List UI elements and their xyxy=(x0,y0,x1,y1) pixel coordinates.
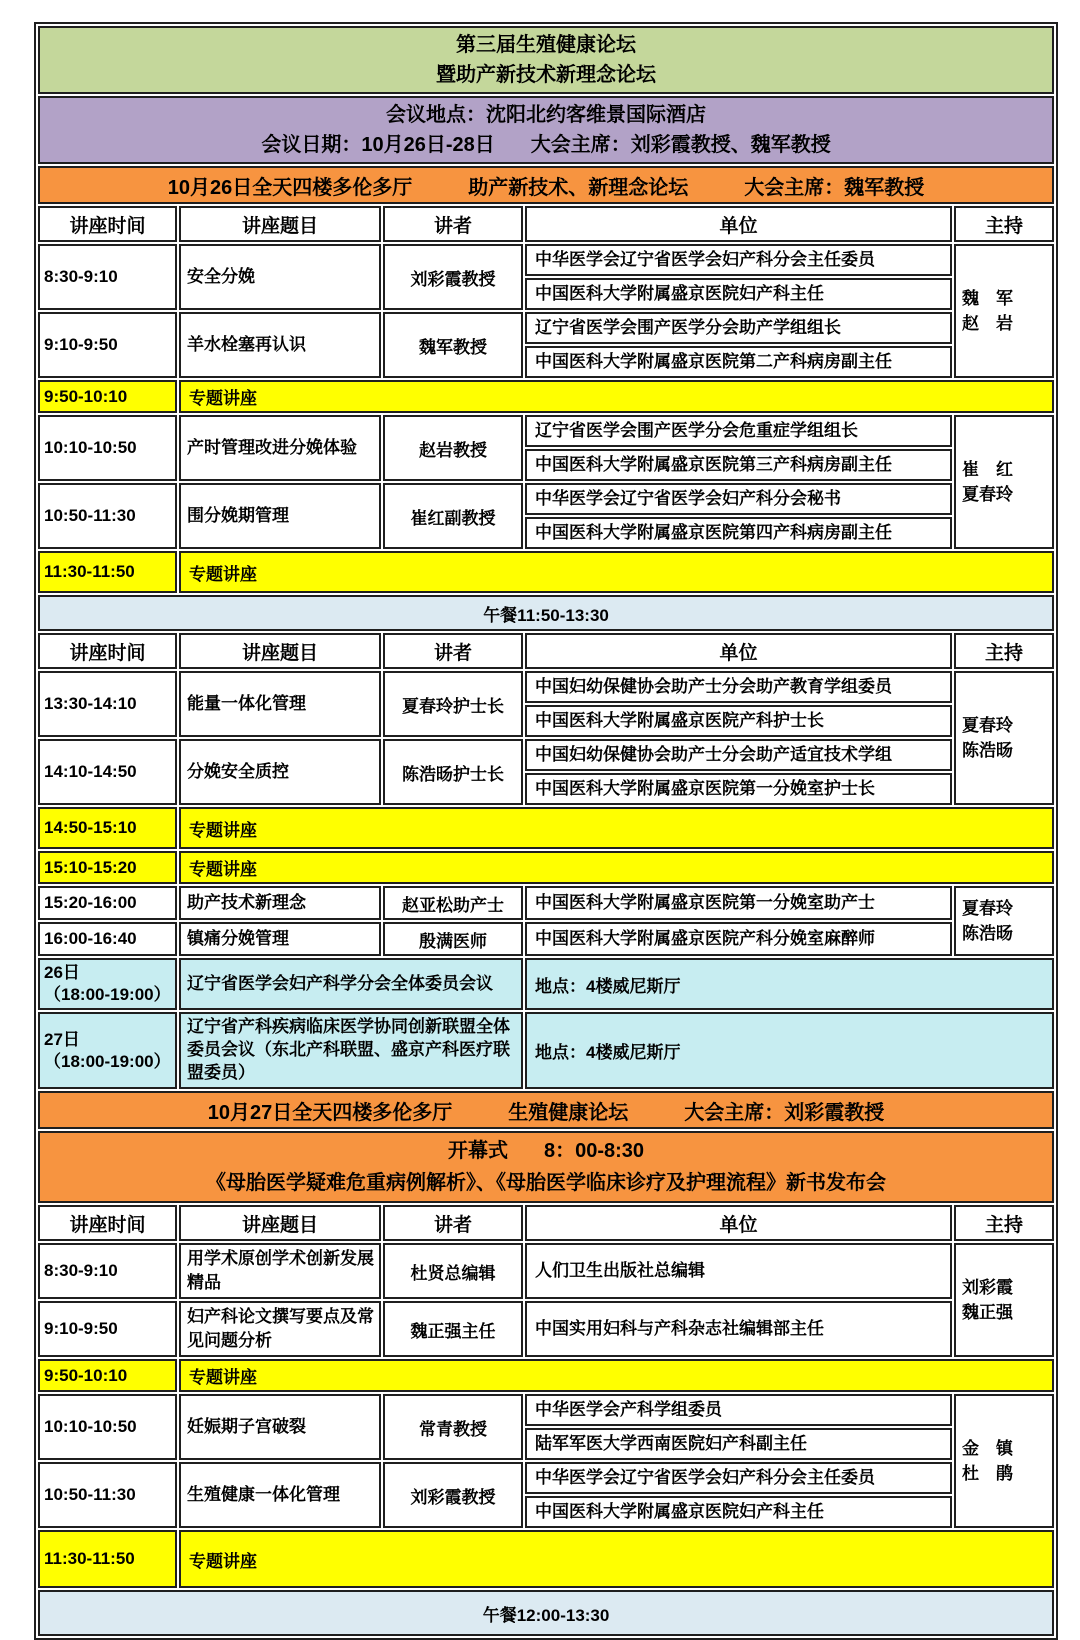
org-cell: 中国医科大学附属盛京医院第三产科病房副主任 xyxy=(525,449,952,481)
org-cell: 中国医科大学附属盛京医院第四产科病房副主任 xyxy=(525,517,952,549)
host-cell xyxy=(954,671,1054,805)
speaker-cell: 魏正强主任 xyxy=(383,1301,523,1357)
topic-cell: 镇痛分娩管理 xyxy=(179,922,381,956)
col-header-org: 单位 xyxy=(525,206,952,242)
session-row xyxy=(38,922,1054,956)
speaker-cell: 杜贤总编辑 xyxy=(383,1243,523,1299)
session-row xyxy=(38,886,1054,920)
meeting-location-cell: 地点：4楼威尼斯厅 xyxy=(525,1012,1054,1089)
org-cell: 中国医科大学附属盛京医院妇产科主任 xyxy=(525,1496,952,1528)
host-name: 夏春玲 xyxy=(962,715,1013,735)
day2-banner-location: 10月27日全天四楼多伦多厅 xyxy=(207,1101,453,1124)
special-row xyxy=(38,551,1054,593)
host-name: 崔 红 xyxy=(962,459,1013,479)
host-cell xyxy=(954,1243,1054,1357)
col-header-speaker: 讲者 xyxy=(383,1205,523,1241)
session-row xyxy=(38,483,1054,515)
schedule-page xyxy=(34,0,1046,1640)
topic-cell: 产时管理改进分娩体验 xyxy=(179,415,381,481)
time-cell: 8:30-9:10 xyxy=(38,244,177,310)
col-header-topic: 讲座题目 xyxy=(179,206,381,242)
special-label-cell: 专题讲座 xyxy=(179,1530,1054,1588)
org-cell: 中国医科大学附属盛京医院第一分娩室护士长 xyxy=(525,773,952,805)
speaker-cell: 刘彩霞教授 xyxy=(383,244,523,310)
time-cell: 13:30-14:10 xyxy=(38,671,177,737)
topic-cell: 羊水栓塞再认识 xyxy=(179,312,381,378)
host-cell xyxy=(954,886,1054,956)
col-header-org: 单位 xyxy=(525,633,952,669)
org-cell: 陆军军医大学西南医院妇产科副主任 xyxy=(525,1428,952,1460)
org-cell: 人们卫生出版社总编辑 xyxy=(525,1243,952,1299)
day2-banner-forum: 生殖健康论坛 xyxy=(508,1101,629,1124)
time-cell: 10:50-11:30 xyxy=(38,1462,177,1528)
host-name: 陈浩旸 xyxy=(962,741,1013,760)
meeting-title-cell: 辽宁省医学会妇产科学分会全体委员会议 xyxy=(179,958,523,1010)
lunch-cell: 午餐12:00-13:30 xyxy=(38,1590,1054,1636)
speaker-cell: 陈浩旸护士长 xyxy=(383,739,523,805)
col-header-topic: 讲座题目 xyxy=(179,633,381,669)
conference-title xyxy=(38,26,1054,94)
time-cell: 14:10-14:50 xyxy=(38,739,177,805)
conference-venue: 会议地点：沈阳北约客维景国际酒店 xyxy=(386,104,707,126)
org-cell: 辽宁省医学会围产医学分会危重症学组组长 xyxy=(525,415,952,447)
time-cell: 10:10-10:50 xyxy=(38,1394,177,1460)
time-cell: 10:10-10:50 xyxy=(38,415,177,481)
org-cell: 中国医科大学附属盛京医院妇产科主任 xyxy=(525,278,952,310)
meeting-time-cell xyxy=(38,1012,177,1089)
session-row xyxy=(38,1301,1054,1357)
special-label-cell: 专题讲座 xyxy=(179,380,1054,413)
lunch-cell: 午餐11:50-13:30 xyxy=(38,595,1054,631)
day1-banner-location: 10月26日全天四楼多伦多厅 xyxy=(167,176,413,199)
host-cell xyxy=(954,244,1054,378)
speaker-cell: 殷满医师 xyxy=(383,922,523,956)
org-cell: 中国医科大学附属盛京医院第一分娩室助产士 xyxy=(525,886,952,920)
org-cell: 中国医科大学附属盛京医院第二产科病房副主任 xyxy=(525,346,952,378)
meeting-hours: （18:00-19:00） xyxy=(44,985,171,1005)
time-cell: 10:50-11:30 xyxy=(38,483,177,549)
topic-cell: 能量一体化管理 xyxy=(179,671,381,737)
special-time-cell: 11:30-11:50 xyxy=(38,551,177,593)
opening-ceremony xyxy=(38,1131,1054,1203)
conference-title-line1: 第三届生殖健康论坛 xyxy=(456,34,637,56)
special-time-cell: 11:30-11:50 xyxy=(38,1530,177,1588)
host-cell xyxy=(954,1394,1054,1528)
org-cell: 中国医科大学附属盛京医院产科分娩室麻醉师 xyxy=(525,922,952,956)
meeting-title-cell: 辽宁省产科疾病临床医学协同创新联盟全体委员会议（东北产科联盟、盛京产科医疗联盟委员） xyxy=(179,1012,523,1089)
host-name: 魏 军 xyxy=(962,288,1013,308)
host-name: 刘彩霞 xyxy=(962,1277,1013,1297)
opening-time: 8：00-8:30 xyxy=(544,1140,645,1162)
meeting-location-cell: 地点：4楼威尼斯厅 xyxy=(525,958,1054,1010)
time-cell: 9:10-9:50 xyxy=(38,1301,177,1357)
speaker-cell: 常青教授 xyxy=(383,1394,523,1460)
col-header-topic: 讲座题目 xyxy=(179,1205,381,1241)
time-cell: 15:20-16:00 xyxy=(38,886,177,920)
session-row xyxy=(38,1243,1054,1299)
speaker-cell: 赵岩教授 xyxy=(383,415,523,481)
opening-title: 开幕式 xyxy=(448,1140,508,1162)
col-header-host: 主持 xyxy=(954,206,1054,242)
col-header-host: 主持 xyxy=(954,1205,1054,1241)
meeting-hours: （18:00-19:00） xyxy=(44,1051,171,1071)
special-time-cell: 14:50-15:10 xyxy=(38,807,177,849)
org-cell: 辽宁省医学会围产医学分会助产学组组长 xyxy=(525,312,952,344)
time-cell: 16:00-16:40 xyxy=(38,922,177,956)
session-row xyxy=(38,671,1054,703)
col-header-speaker: 讲者 xyxy=(383,633,523,669)
conference-date: 会议日期：10月26日-28日 xyxy=(261,134,495,156)
org-cell: 中国医科大学附属盛京医院产科护士长 xyxy=(525,705,952,737)
special-row xyxy=(38,1530,1054,1588)
host-name: 陈浩旸 xyxy=(962,924,1013,943)
speaker-cell: 赵亚松助产士 xyxy=(383,886,523,920)
col-header-speaker: 讲者 xyxy=(383,206,523,242)
special-label-cell: 专题讲座 xyxy=(179,807,1054,849)
conference-chairs: 大会主席：刘彩霞教授、魏军教授 xyxy=(530,134,831,156)
topic-cell: 助产技术新理念 xyxy=(179,886,381,920)
day1-banner xyxy=(38,166,1054,204)
host-name: 赵 岩 xyxy=(962,314,1013,333)
special-label-cell: 专题讲座 xyxy=(179,551,1054,593)
session-row xyxy=(38,312,1054,344)
org-cell: 中华医学会辽宁省医学会妇产科分会秘书 xyxy=(525,483,952,515)
org-cell: 中华医学会辽宁省医学会妇产科分会主任委员 xyxy=(525,1462,952,1494)
col-header-org: 单位 xyxy=(525,1205,952,1241)
session-row xyxy=(38,1462,1054,1494)
meeting-row xyxy=(38,1012,1054,1089)
special-label-cell: 专题讲座 xyxy=(179,1359,1054,1392)
session-row xyxy=(38,415,1054,447)
column-header-row xyxy=(38,633,1054,669)
opening-book-launch: 《母胎医学疑难危重病例解析》、《母胎医学临床诊疗及护理流程》新书发布会 xyxy=(206,1172,887,1194)
meeting-time-cell xyxy=(38,958,177,1010)
column-header-row xyxy=(38,1205,1054,1241)
conference-info xyxy=(38,96,1054,164)
special-row xyxy=(38,851,1054,884)
col-header-time: 讲座时间 xyxy=(38,633,177,669)
org-cell: 中国妇幼保健协会助产士分会助产适宜技术学组 xyxy=(525,739,952,771)
col-header-host: 主持 xyxy=(954,633,1054,669)
meeting-row xyxy=(38,958,1054,1010)
special-row xyxy=(38,807,1054,849)
host-name: 金 镇 xyxy=(962,1438,1013,1458)
topic-cell: 用学术原创学术创新发展精品 xyxy=(179,1243,381,1299)
org-cell: 中华医学会辽宁省医学会妇产科分会主任委员 xyxy=(525,244,952,276)
session-row xyxy=(38,1394,1054,1426)
lunch-row xyxy=(38,1590,1054,1636)
org-cell: 中国妇幼保健协会助产士分会助产教育学组委员 xyxy=(525,671,952,703)
special-row xyxy=(38,380,1054,413)
special-time-cell: 9:50-10:10 xyxy=(38,1359,177,1392)
host-name: 夏春玲 xyxy=(962,485,1013,504)
topic-cell: 分娩安全质控 xyxy=(179,739,381,805)
host-name: 杜 鹃 xyxy=(962,1464,1013,1483)
host-name: 夏春玲 xyxy=(962,898,1013,918)
special-time-cell: 15:10-15:20 xyxy=(38,851,177,884)
day2-banner xyxy=(38,1091,1054,1129)
topic-cell: 安全分娩 xyxy=(179,244,381,310)
time-cell: 8:30-9:10 xyxy=(38,1243,177,1299)
speaker-cell: 夏春玲护士长 xyxy=(383,671,523,737)
col-header-time: 讲座时间 xyxy=(38,1205,177,1241)
session-row xyxy=(38,739,1054,771)
time-cell: 9:10-9:50 xyxy=(38,312,177,378)
schedule-table xyxy=(34,22,1058,1640)
host-cell xyxy=(954,415,1054,549)
day2-banner-chair: 大会主席：刘彩霞教授 xyxy=(684,1101,885,1124)
column-header-row xyxy=(38,206,1054,242)
special-time-cell: 9:50-10:10 xyxy=(38,380,177,413)
org-cell: 中国实用妇科与产科杂志社编辑部主任 xyxy=(525,1301,952,1357)
speaker-cell: 崔红副教授 xyxy=(383,483,523,549)
col-header-time: 讲座时间 xyxy=(38,206,177,242)
day1-banner-chair: 大会主席：魏军教授 xyxy=(744,176,925,199)
host-name: 魏正强 xyxy=(962,1303,1013,1322)
meeting-day: 27日 xyxy=(44,1029,80,1049)
org-cell: 中华医学会产科学组委员 xyxy=(525,1394,952,1426)
topic-cell: 妊娠期子宫破裂 xyxy=(179,1394,381,1460)
conference-title-line2: 暨助产新技术新理念论坛 xyxy=(436,64,657,86)
day1-banner-forum: 助产新技术、新理念论坛 xyxy=(468,176,689,199)
topic-cell: 围分娩期管理 xyxy=(179,483,381,549)
meeting-day: 26日 xyxy=(44,963,80,982)
lunch-row xyxy=(38,595,1054,631)
special-row xyxy=(38,1359,1054,1392)
topic-cell: 妇产科论文撰写要点及常见问题分析 xyxy=(179,1301,381,1357)
speaker-cell: 刘彩霞教授 xyxy=(383,1462,523,1528)
speaker-cell: 魏军教授 xyxy=(383,312,523,378)
special-label-cell: 专题讲座 xyxy=(179,851,1054,884)
topic-cell: 生殖健康一体化管理 xyxy=(179,1462,381,1528)
session-row xyxy=(38,244,1054,276)
